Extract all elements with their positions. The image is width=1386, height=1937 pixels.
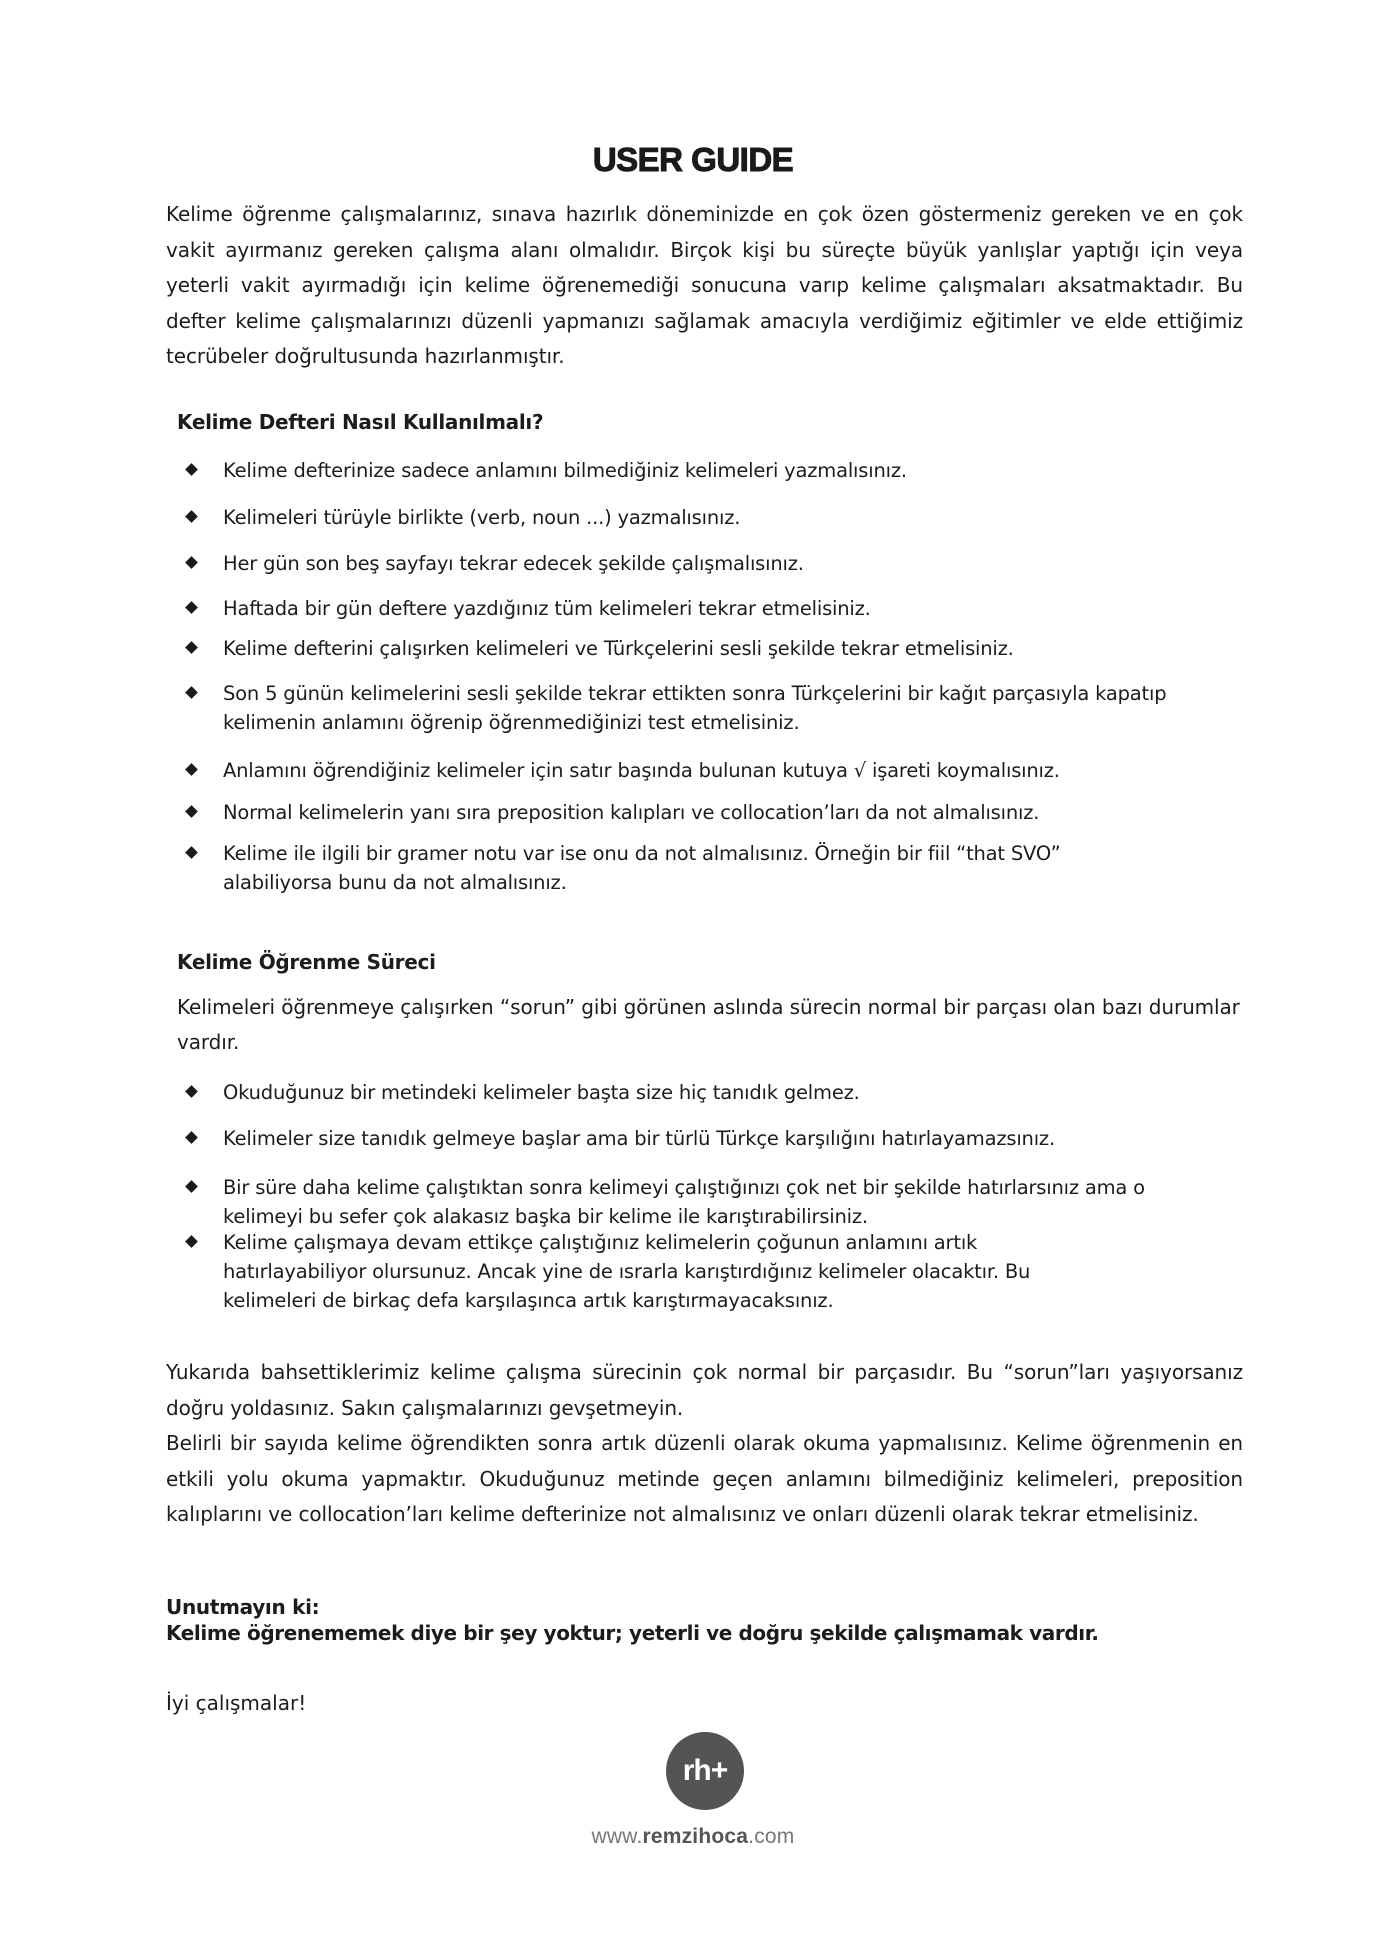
list-item: Bir süre daha kelime çalıştıktan sonra kelimeyi çalıştığınızı çok net bir şekilde hatırlarsınız ama o kelimeyi bu sefer çok alakasız başka bir kelime ile karıştırabilirsiniz. xyxy=(187,1173,1207,1231)
list-item: Haftada bir gün deftere yazdığınız tüm kelimeleri tekrar etmelisiniz. xyxy=(187,594,1247,623)
closing-paragraph xyxy=(166,1355,1243,1533)
section2-intro: Kelimeleri öğrenmeye çalışırken “sorun” gibi görünen aslında sürecin normal bir parçası olan bazı durumlar vardır. xyxy=(177,995,1240,1054)
reminder-text: Kelime öğrenememek diye bir şey yoktur; yeterli ve doğru şekilde çalışmamak vardır. xyxy=(166,1621,1099,1645)
list-item: Okuduğunuz bir metindeki kelimeler başta size hiç tanıdık gelmez. xyxy=(187,1078,1247,1107)
list-item: Kelime çalışmaya devam ettikçe çalıştığınız kelimelerin çoğunun anlamını artık hatırlayabiliyor olursunuz. Ancak yine de ısrarla karıştırdığınız kelimeler olacaktır. Bu kelimeleri de birkaç defa karşılaşınca artık karıştırmayacaksınız. xyxy=(187,1228,1107,1315)
diamond-bullet-icon xyxy=(185,556,198,569)
diamond-bullet-icon xyxy=(185,1085,198,1098)
closing-paragraph-2: Belirli bir sayıda kelime öğrendikten sonra artık düzenli olarak okuma yapmalısınız. Kelime öğrenmenin en etkili yolu okuma yapmaktır. Okuduğunuz metinde geçen anlamını bilmediğiniz kelimeleri, preposition kalıplarını ve collocation’ları kelime defterinize not almalısınız ve onları düzenli olarak tekrar etmelisiniz. xyxy=(166,1431,1243,1526)
list-item: Kelime defterini çalışırken kelimeleri ve Türkçelerini sesli şekilde tekrar etmelisiniz. xyxy=(187,634,1247,663)
diamond-bullet-icon xyxy=(185,686,198,699)
reminder-heading: Unutmayın ki: xyxy=(166,1595,320,1619)
diamond-bullet-icon xyxy=(185,463,198,476)
diamond-bullet-icon xyxy=(185,846,198,859)
list-item: Kelime defterinize sadece anlamını bilmediğiniz kelimeleri yazmalısınız. xyxy=(187,456,1247,485)
list-item: Kelimeleri türüyle birlikte (verb, noun ...) yazmalısınız. xyxy=(187,503,1247,532)
sign-off: İyi çalışmalar! xyxy=(166,1691,307,1715)
diamond-bullet-icon xyxy=(185,805,198,818)
section-heading-learning-process: Kelime Öğrenme Süreci xyxy=(177,950,436,974)
diamond-bullet-icon xyxy=(185,510,198,523)
diamond-bullet-icon xyxy=(185,641,198,654)
list-item: Kelime ile ilgili bir gramer notu var ise onu da not almalısınız. Örneğin bir fiil “that SVO” alabiliyorsa bunu da not almalısınız. xyxy=(187,839,1147,897)
list-item: Son 5 günün kelimelerini sesli şekilde tekrar ettikten sonra Türkçelerini bir kağıt parçasıyla kapatıp kelimenin anlamını öğrenip öğrenmediğinizi test etmelisiniz. xyxy=(187,679,1217,737)
diamond-bullet-icon xyxy=(185,763,198,776)
diamond-bullet-icon xyxy=(185,601,198,614)
list-item: Her gün son beş sayfayı tekrar edecek şekilde çalışmalısınız. xyxy=(187,549,1247,578)
list-item: Kelimeler size tanıdık gelmeye başlar ama bir türlü Türkçe karşılığını hatırlayamazsınız. xyxy=(187,1124,1247,1153)
list-item: Anlamını öğrendiğiniz kelimeler için satır başında bulunan kutuya √ işareti koymalısınız. xyxy=(187,756,1247,785)
diamond-bullet-icon xyxy=(185,1180,198,1193)
diamond-bullet-icon xyxy=(185,1131,198,1144)
logo-text: rh+ xyxy=(682,1754,728,1787)
page-title: USER GUIDE xyxy=(592,141,794,178)
brand-logo-icon xyxy=(666,1732,744,1810)
section-heading-notebook-usage: Kelime Defteri Nasıl Kullanılmalı? xyxy=(177,410,544,434)
closing-paragraph-1: Yukarıda bahsettiklerimiz kelime çalışma sürecinin çok normal bir parçasıdır. Bu “sorun”ları yaşıyorsanız doğru yoldasınız. Sakın çalışmalarınızı gevşetmeyin. xyxy=(166,1360,1243,1420)
list-item: Normal kelimelerin yanı sıra preposition kalıpları ve collocation’ları da not almalısınız. xyxy=(187,798,1247,827)
website-url: www.remzihoca.com xyxy=(591,1825,795,1848)
diamond-bullet-icon xyxy=(185,1235,198,1248)
intro-paragraph: Kelime öğrenme çalışmalarınız, sınava hazırlık döneminizde en çok özen göstermeniz gereken ve en çok vakit ayırmanız gereken çalışma alanı olmalıdır. Birçok kişi bu süreçte büyük yanlışlar yaptığı için veya yeterli vakit ayırmadığı için kelime öğrenemediği sonucuna varıp kelime çalışmaları aksatmaktadır. Bu defter kelime çalışmalarınızı düzenli yapmanızı sağlamak amacıyla verdiğimiz eğitimler ve elde ettiğimiz tecrübeler doğrultusunda hazırlanmıştır. xyxy=(166,202,1243,368)
